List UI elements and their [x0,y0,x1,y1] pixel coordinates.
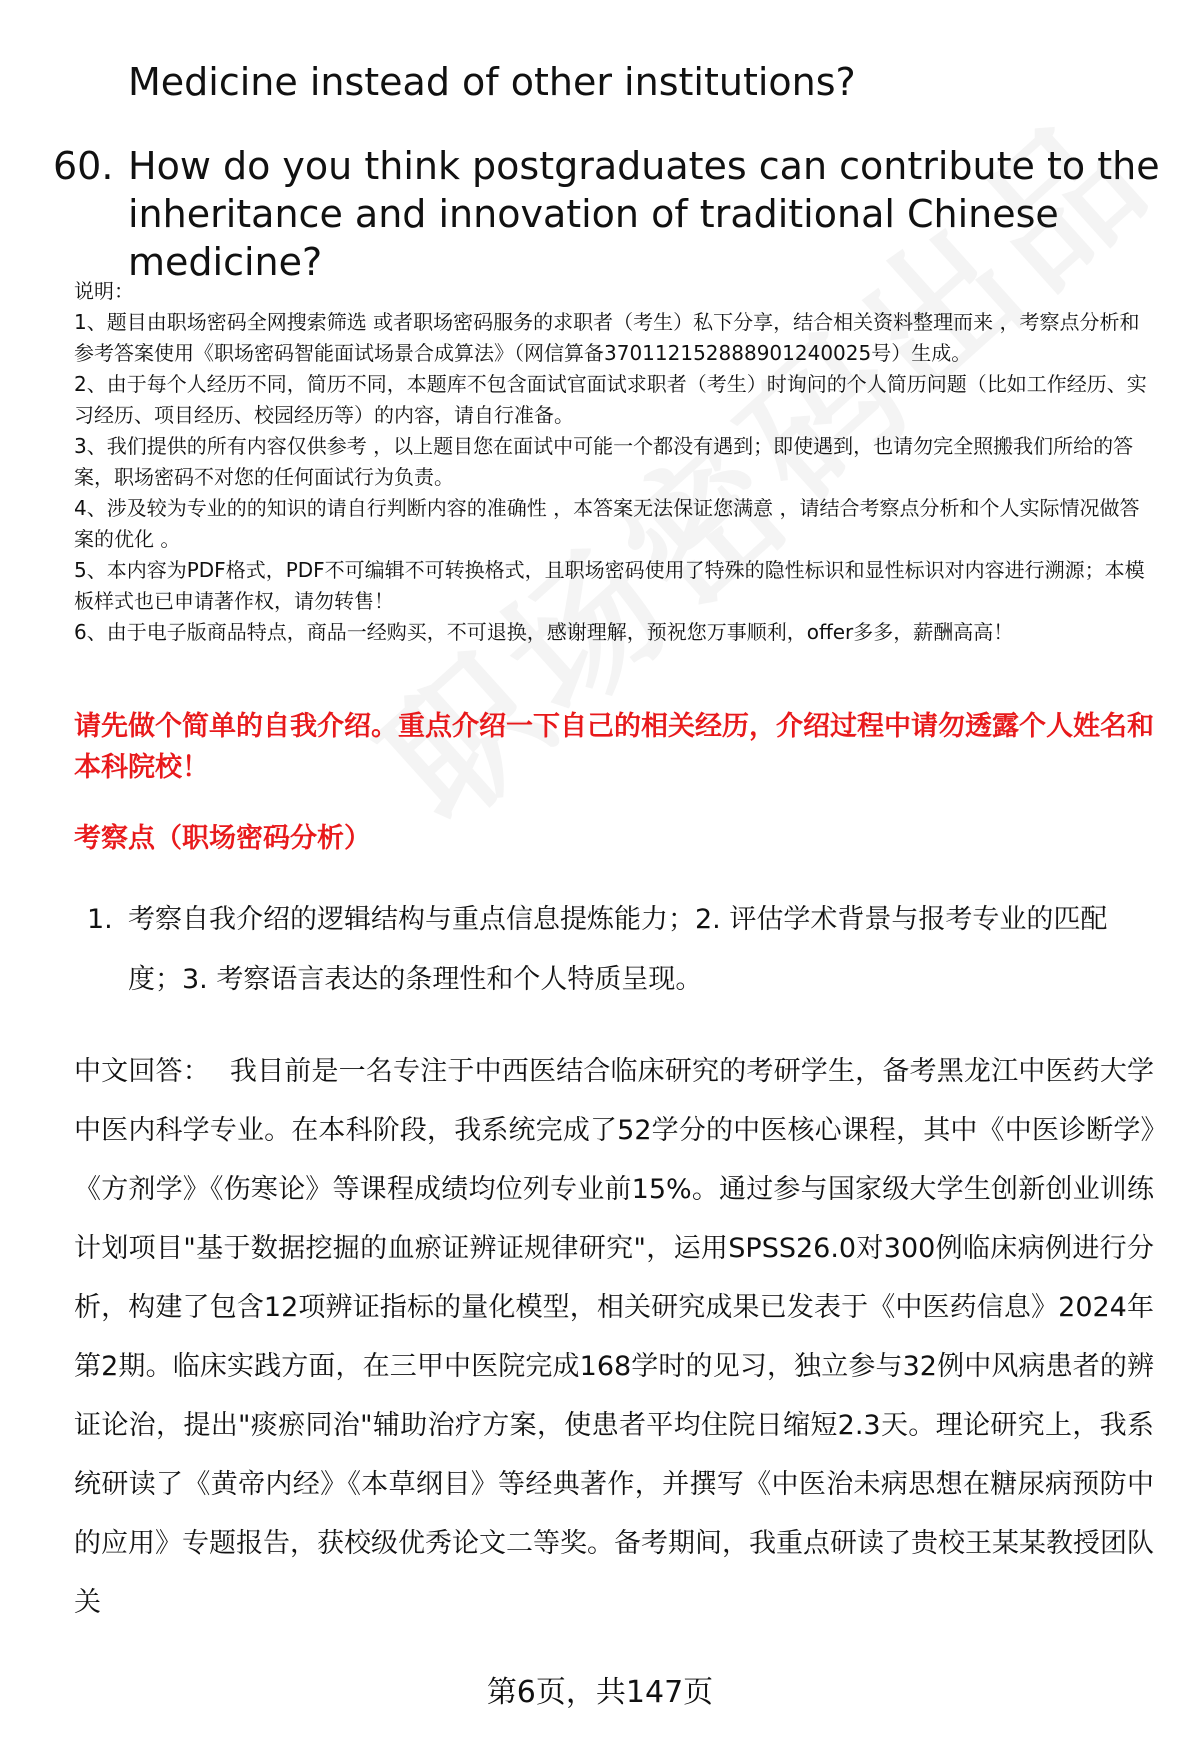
question-text: How do you think postgraduates can contribute to the inheritance and innovation of traditional Chinese medicine? [128,144,1160,284]
answer-text: 我目前是一名专注于中西医结合临床研究的考研学生，备考黑龙江中医药大学中医内科学专业。在本科阶段，我系统完成了52学分的中医核心课程，其中《中医诊断学》《方剂学》《伤寒论》等课程成绩均位列专业前15%。通过参与国家级大学生创新创业训练计划项目"基于数据挖掘的血瘀证辨证规律研究"，运用SPSS26.0对300例临床病例进行分析，构建了包含12项辨证指标的量化模型，相关研究成果已发表于《中医药信息》2024年第2期。临床实践方面，在三甲中医院完成168学时的见习，独立参与32例中风病患者的辨证论治，提出"痰瘀同治"辅助治疗方案，使患者平均住院日缩短2.3天。理论研究上，我系统研读了《黄帝内经》《本草纲目》等经典著作，并撰写《中医治未病思想在糖尿病预防中的应用》专题报告，获校级优秀论文二等奖。备考期间，我重点研读了贵校王某某教授团队关 [74,1056,1154,1618]
interview-prompt: 请先做个简单的自我介绍。重点介绍一下自己的相关经历，介绍过程中请勿透露个人姓名和本科院校！ [74,711,1154,783]
note-item: 6、由于电子版商品特点，商品一经购买，不可退换，感谢理解，预祝您万事顺利，offer多多，薪酬高高！ [74,620,1014,644]
note-item: 2、由于每个人经历不同，简历不同，本题库不包含面试官面试求职者（考生）时询问的个人简历问题（比如工作经历、实习经历、项目经历、校园经历等）的内容，请自行准备。 [74,372,1147,427]
analysis-number: 1. [87,904,113,935]
analysis-heading: 考察点（职场密码分析） [74,823,371,854]
question-continuation: Medicine instead of other institutions? [128,60,856,104]
analysis-text: 考察自我介绍的逻辑结构与重点信息提炼能力；2. 评估学术背景与报考专业的匹配度；3. 考察语言表达的条理性和个人特质呈现。 [128,904,1108,995]
notes-heading: 说明： [74,279,134,303]
note-item: 4、涉及较为专业的的知识的请自行判断内容的准确性 ，本答案无法保证您满意 ，请结合考察点分析和个人实际情况做答案的优化 。 [74,496,1140,551]
note-item: 1、题目由职场密码全网搜索筛选 或者职场密码服务的求职者（考生）私下分享，结合相关资料整理而来 ，考察点分析和参考答案使用《职场密码智能面试场景合成算法》（网信算备370112152888901240025号）生成。 [74,310,1140,365]
analysis-points [87,890,1157,1010]
question-number: 60. [53,144,114,188]
notes-block [74,276,1154,648]
question-60 [53,142,1173,286]
note-item: 3、我们提供的所有内容仅供参考 ，以上题目您在面试中可能一个都没有遇到；即使遇到，也请勿完全照搬我们所给的答案，职场密码不对您的任何面试行为负责。 [74,434,1134,489]
answer-block [74,1042,1154,1632]
page-footer: 第6页，共147页 [486,1675,714,1710]
note-item: 5、本内容为PDF格式，PDF不可编辑不可转换格式，且职场密码使用了特殊的隐性标识和显性标识对内容进行溯源；本模板样式也已申请著作权，请勿转售！ [74,558,1145,613]
answer-label: 中文回答： [74,1056,210,1087]
